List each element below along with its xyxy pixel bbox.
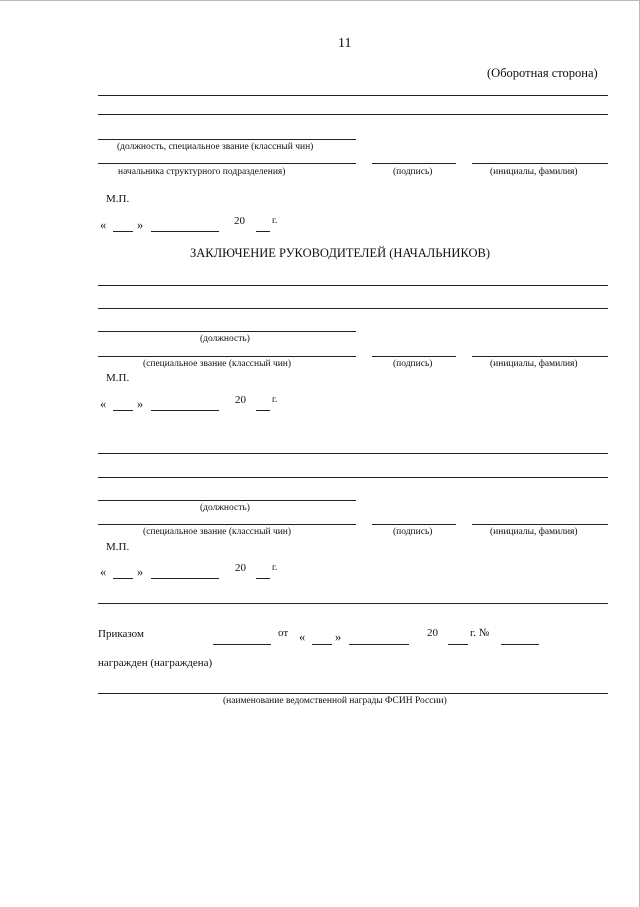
year-prefix: 20 xyxy=(235,394,246,406)
year-line xyxy=(256,410,270,411)
head-caption: начальника структурного подразделения) xyxy=(118,167,286,177)
position-line xyxy=(98,500,356,501)
page-number: 11 xyxy=(338,36,352,51)
quote-open: « xyxy=(100,397,107,411)
initials-caption: (инициалы, фамилия) xyxy=(490,359,578,369)
text-line xyxy=(98,95,608,96)
initials-line xyxy=(472,163,608,164)
signature-line xyxy=(372,524,456,525)
year-line xyxy=(256,578,270,579)
text-line xyxy=(98,477,608,478)
year-prefix: 20 xyxy=(427,627,438,639)
quote-open: « xyxy=(100,218,107,232)
year-prefix: 20 xyxy=(235,562,246,574)
awarded-label: награжден (награждена) xyxy=(98,657,213,669)
initials-line xyxy=(472,356,608,357)
month-line xyxy=(151,410,219,411)
text-line xyxy=(98,114,608,115)
scan-edge-top xyxy=(0,0,640,1)
signature-caption: (подпись) xyxy=(393,359,433,369)
order-from: от xyxy=(278,627,289,639)
position-line xyxy=(98,163,356,164)
month-line xyxy=(151,578,219,579)
day-line xyxy=(113,578,133,579)
signature-line xyxy=(372,356,456,357)
position-line xyxy=(98,331,356,332)
award-line xyxy=(98,693,608,694)
quote-close: » xyxy=(335,630,342,644)
stamp-label: М.П. xyxy=(106,193,130,205)
order-number-label: г. № xyxy=(470,627,490,639)
quote-open: « xyxy=(100,565,107,579)
quote-close: » xyxy=(137,565,144,579)
year-line xyxy=(256,231,270,232)
side-label: (Оборотная сторона) xyxy=(487,66,598,80)
rank-caption: (специальное звание (классный чин) xyxy=(143,359,292,369)
rank-caption: (специальное звание (классный чин) xyxy=(143,527,292,537)
year-suffix: г. xyxy=(272,216,278,226)
text-line xyxy=(98,308,608,309)
initials-caption: (инициалы, фамилия) xyxy=(490,527,578,537)
day-line xyxy=(312,644,332,645)
signature-caption: (подпись) xyxy=(393,167,433,177)
rank-line xyxy=(98,356,356,357)
quote-close: » xyxy=(137,218,144,232)
section-heading: ЗАКЛЮЧЕНИЕ РУКОВОДИТЕЛЕЙ (НАЧАЛЬНИКОВ) xyxy=(190,246,490,260)
position-line xyxy=(98,139,356,140)
text-line xyxy=(98,285,608,286)
position-caption: (должность, специальное звание (классный чин) xyxy=(117,142,314,152)
order-label: Приказом xyxy=(98,628,144,640)
text-line xyxy=(98,603,608,604)
signature-caption: (подпись) xyxy=(393,527,433,537)
text-line xyxy=(98,453,608,454)
award-caption: (наименование ведомственной награды ФСИН России) xyxy=(223,696,447,706)
year-suffix: г. xyxy=(272,563,278,573)
position-caption: (должность) xyxy=(200,503,250,513)
signature-line xyxy=(372,163,456,164)
stamp-label: М.П. xyxy=(106,372,130,384)
quote-open: « xyxy=(299,630,306,644)
day-line xyxy=(113,231,133,232)
month-line xyxy=(349,644,409,645)
quote-close: » xyxy=(137,397,144,411)
position-caption: (должность) xyxy=(200,334,250,344)
initials-caption: (инициалы, фамилия) xyxy=(490,167,578,177)
year-prefix: 20 xyxy=(234,215,245,227)
rank-line xyxy=(98,524,356,525)
day-line xyxy=(113,410,133,411)
order-author-line xyxy=(213,644,271,645)
year-line xyxy=(448,644,468,645)
number-line xyxy=(501,644,539,645)
month-line xyxy=(151,231,219,232)
stamp-label: М.П. xyxy=(106,541,130,553)
initials-line xyxy=(472,524,608,525)
year-suffix: г. xyxy=(272,395,278,405)
